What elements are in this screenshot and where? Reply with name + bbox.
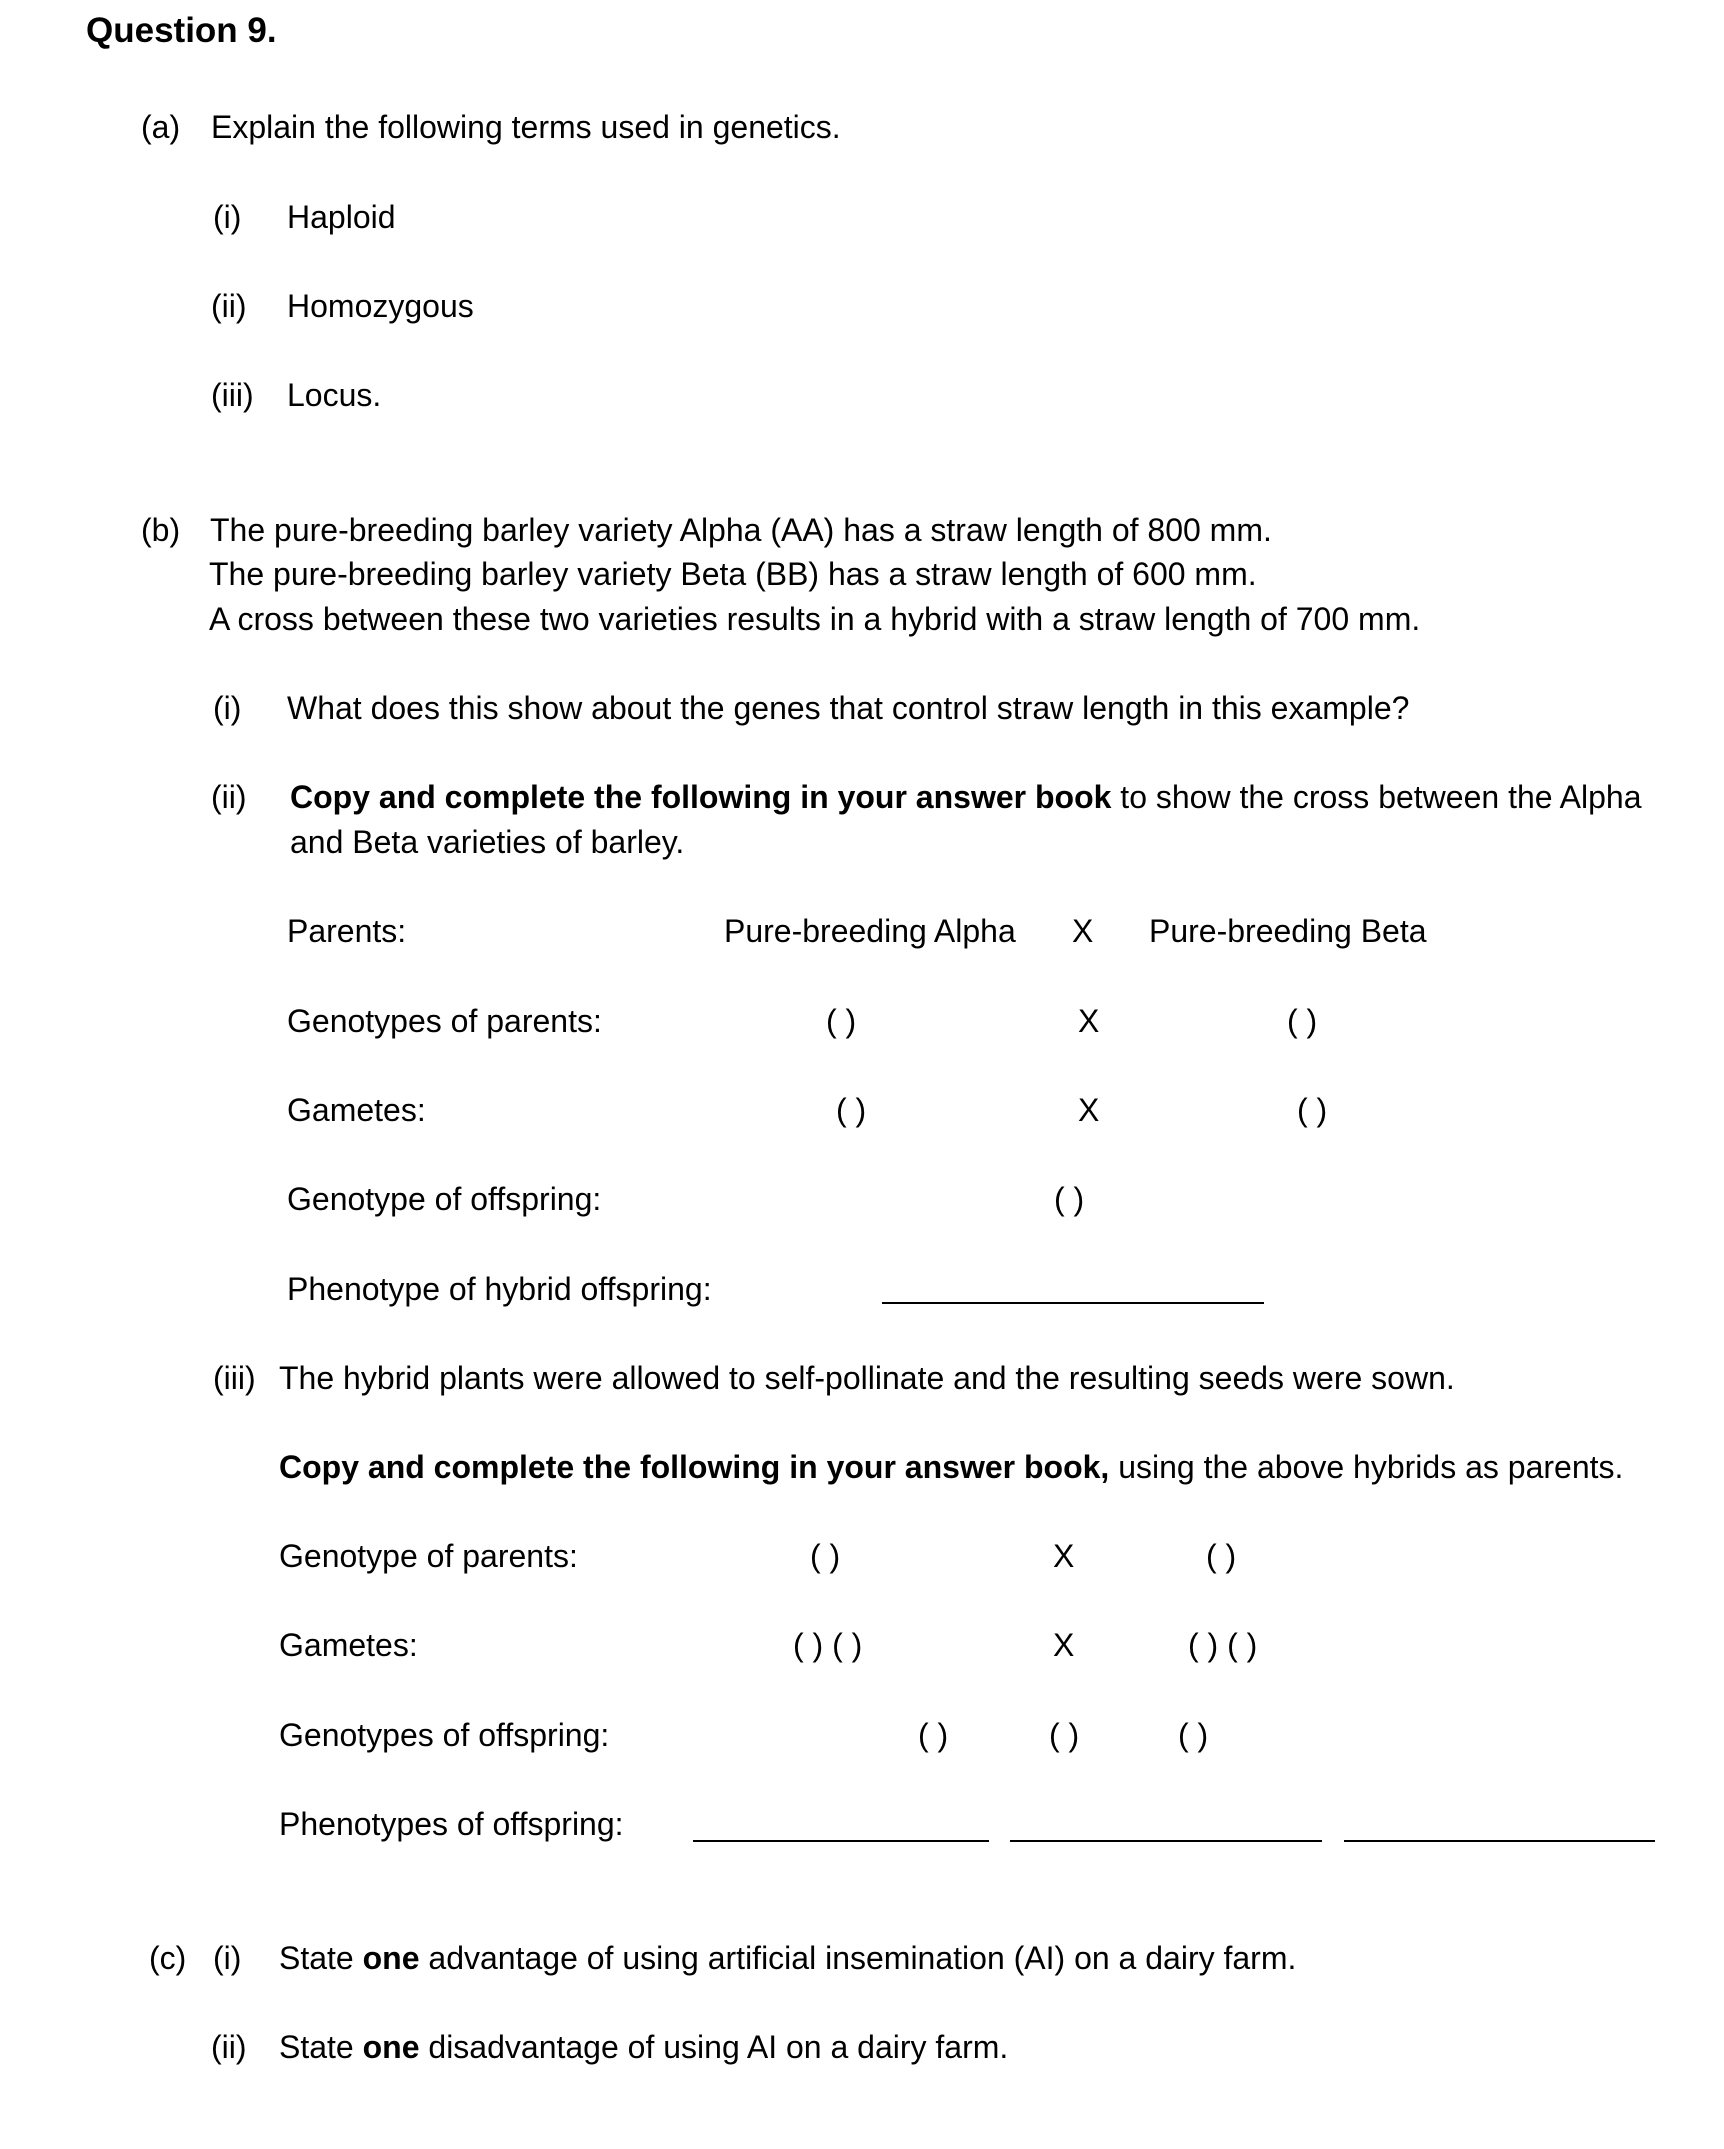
genotype-blank: ( ) [1206, 1538, 1237, 1574]
part-b-line: A cross between these two varieties results in a hybrid with a straw length of 700 mm. [209, 601, 1421, 637]
part-a-item-num: (i) [213, 199, 242, 235]
instruction-rest: using the above hybrids as parents. [1109, 1449, 1624, 1485]
answer-line [693, 1840, 989, 1842]
genotype-blank: ( ) [826, 1003, 857, 1039]
part-a-item-text: Locus. [287, 377, 382, 413]
parents-label: Parents: [287, 913, 407, 949]
gamete-blank: ( ) [836, 1092, 867, 1128]
part-a-item-num: (ii) [211, 288, 247, 324]
emphasis: one [362, 2029, 420, 2065]
phenotypes-of-offspring-label: Phenotypes of offspring: [279, 1806, 624, 1842]
genotype-of-offspring-label: Genotype of offspring: [287, 1181, 602, 1217]
offspring-blank: ( ) [918, 1717, 949, 1753]
part-b-line: The pure-breeding barley variety Alpha (AA) has a straw length of 800 mm. [210, 512, 1272, 548]
part-b-q1-text: What does this show about the genes that control straw length in this example? [287, 690, 1410, 726]
offspring-blank: ( ) [1049, 1717, 1080, 1753]
cross-symbol: X [1053, 1538, 1075, 1574]
part-b-q1-num: (i) [213, 690, 242, 726]
instruction-bold: Copy and complete the following in your answer book, [279, 1449, 1110, 1485]
parent-alpha: Pure-breeding Alpha [724, 913, 1016, 949]
gametes-blank: ( ) ( ) [793, 1627, 863, 1663]
part-c-q2-num: (ii) [211, 2029, 247, 2065]
part-b-q2-num: (ii) [211, 779, 247, 815]
gametes-blank: ( ) ( ) [1188, 1627, 1258, 1663]
emphasis: one [362, 1940, 420, 1976]
part-c-q2-text [279, 2028, 1008, 2066]
part-a-label: (a) [141, 109, 181, 145]
part-c-label: (c) [149, 1940, 187, 1976]
cross-symbol: X [1053, 1627, 1075, 1663]
part-c-q1-num: (i) [213, 1940, 242, 1976]
gametes-label: Gametes: [279, 1627, 418, 1663]
part-b-q3-num: (iii) [213, 1360, 256, 1396]
phenotype-of-hybrid-label: Phenotype of hybrid offspring: [287, 1271, 712, 1307]
text: State [279, 1940, 363, 1976]
instruction-rest: to show the cross between the Alpha [1111, 779, 1642, 815]
genotypes-of-parents-label: Genotypes of parents: [287, 1003, 602, 1039]
part-b-q2-line2: and Beta varieties of barley. [290, 824, 685, 860]
part-c-q1-text [279, 1939, 1296, 1977]
gamete-blank: ( ) [1297, 1092, 1328, 1128]
part-b-line: The pure-breeding barley variety Beta (BB) has a straw length of 600 mm. [209, 556, 1257, 592]
answer-line [1344, 1840, 1655, 1842]
offspring-blank: ( ) [1178, 1717, 1209, 1753]
part-a-item-num: (iii) [211, 377, 254, 413]
answer-line [1010, 1840, 1322, 1842]
genotypes-of-offspring-label: Genotypes of offspring: [279, 1717, 610, 1753]
cross-symbol: X [1078, 1092, 1100, 1128]
text: disadvantage of using AI on a dairy farm. [419, 2029, 1009, 2065]
part-b-q3-instruction [279, 1448, 1623, 1486]
question-title: Question 9. [86, 11, 277, 50]
part-a-item-text: Haploid [287, 199, 396, 235]
cross-symbol: X [1072, 913, 1094, 949]
part-b-q2-text [290, 778, 1642, 816]
genotype-blank: ( ) [1287, 1003, 1318, 1039]
text: State [279, 2029, 363, 2065]
part-a-item-text: Homozygous [287, 288, 474, 324]
instruction-bold: Copy and complete the following in your answer book [290, 779, 1112, 815]
part-b-q3-text: The hybrid plants were allowed to self-pollinate and the resulting seeds were sown. [279, 1360, 1455, 1396]
answer-line [882, 1302, 1264, 1304]
text: advantage of using artificial insemination (AI) on a dairy farm. [419, 1940, 1297, 1976]
genotype-of-parents-label: Genotype of parents: [279, 1538, 578, 1574]
cross-symbol: X [1078, 1003, 1100, 1039]
genotype-blank: ( ) [810, 1538, 841, 1574]
offspring-blank: ( ) [1054, 1181, 1085, 1217]
part-a-intro: Explain the following terms used in genetics. [211, 109, 841, 145]
parent-beta: Pure-breeding Beta [1149, 913, 1427, 949]
part-b-label: (b) [141, 512, 181, 548]
gametes-label: Gametes: [287, 1092, 426, 1128]
